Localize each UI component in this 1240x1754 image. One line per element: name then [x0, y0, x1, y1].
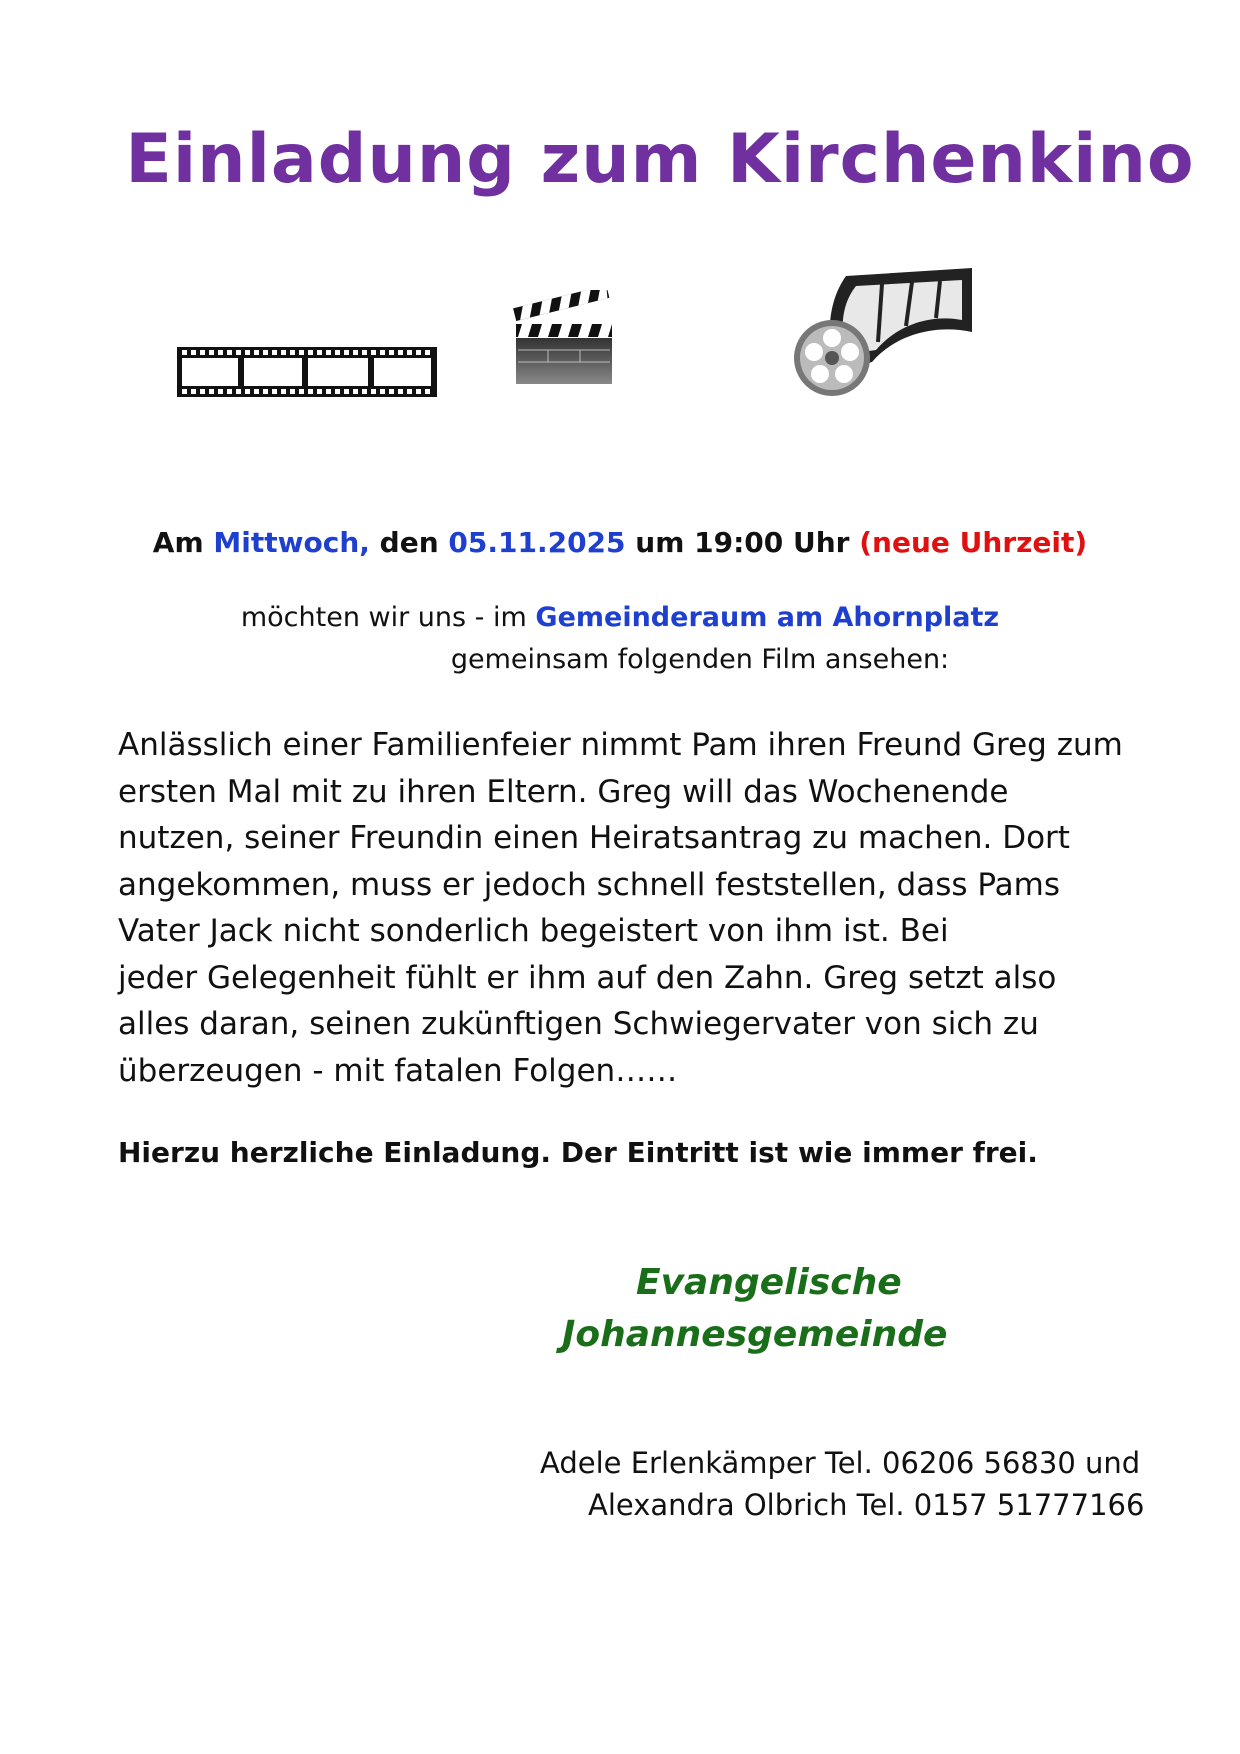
film-intro: gemeinsam folgenden Film ansehen:	[450, 644, 950, 675]
film-strip-icon	[176, 346, 438, 398]
event-weekday: Mittwoch,	[213, 526, 370, 559]
event-date-line	[0, 526, 1240, 559]
synopsis-line: Anlässlich einer Familienfeier nimmt Pam ihren Freund Greg zum	[118, 727, 1123, 763]
church-name-line2: Johannesgemeinde	[562, 1314, 948, 1355]
event-date: 05.11.2025	[448, 526, 626, 559]
venue-name: Gemeinderaum am Ahornplatz	[535, 602, 1000, 633]
contact-line: Adele Erlenkämper Tel. 06206 56830 und	[540, 1446, 1141, 1480]
venue-line	[0, 602, 1240, 633]
clapperboard-icon	[512, 290, 616, 386]
event-time: um 19:00 Uhr	[635, 526, 850, 559]
synopsis-line: überzeugen - mit fatalen Folgen……	[118, 1052, 678, 1089]
invitation-note: Hierzu herzliche Einladung. Der Eintritt ist wie immer frei.	[118, 1136, 1038, 1169]
church-name-line1: Evangelische	[636, 1262, 902, 1303]
synopsis-line: ersten Mal mit zu ihren Eltern. Greg will das Wochenende	[118, 773, 1009, 810]
synopsis-line: jeder Gelegenheit fühlt er ihm auf den Zahn. Greg setzt also	[118, 959, 1057, 996]
synopsis-line: alles daran, seinen zukünftigen Schwiegervater von sich zu	[118, 1006, 1039, 1042]
time-change-note: (neue Uhrzeit)	[859, 526, 1088, 559]
synopsis-line: nutzen, seiner Freundin einen Heiratsantrag zu machen. Dort	[118, 820, 1070, 856]
synopsis-line: Vater Jack nicht sonderlich begeistert von ihm ist. Bei	[118, 913, 949, 949]
date-den: den	[379, 526, 439, 559]
film-reel-icon	[786, 254, 976, 404]
contact-line: Alexandra Olbrich Tel. 0157 51777166	[588, 1488, 1145, 1522]
date-prefix: Am	[152, 526, 204, 559]
page-title: Einladung zum Kirchenkino	[125, 120, 1195, 199]
venue-prefix: möchten wir uns - im	[240, 602, 527, 633]
film-synopsis	[118, 722, 1138, 1094]
synopsis-line: angekommen, muss er jedoch schnell feststellen, dass Pams	[118, 866, 1061, 903]
